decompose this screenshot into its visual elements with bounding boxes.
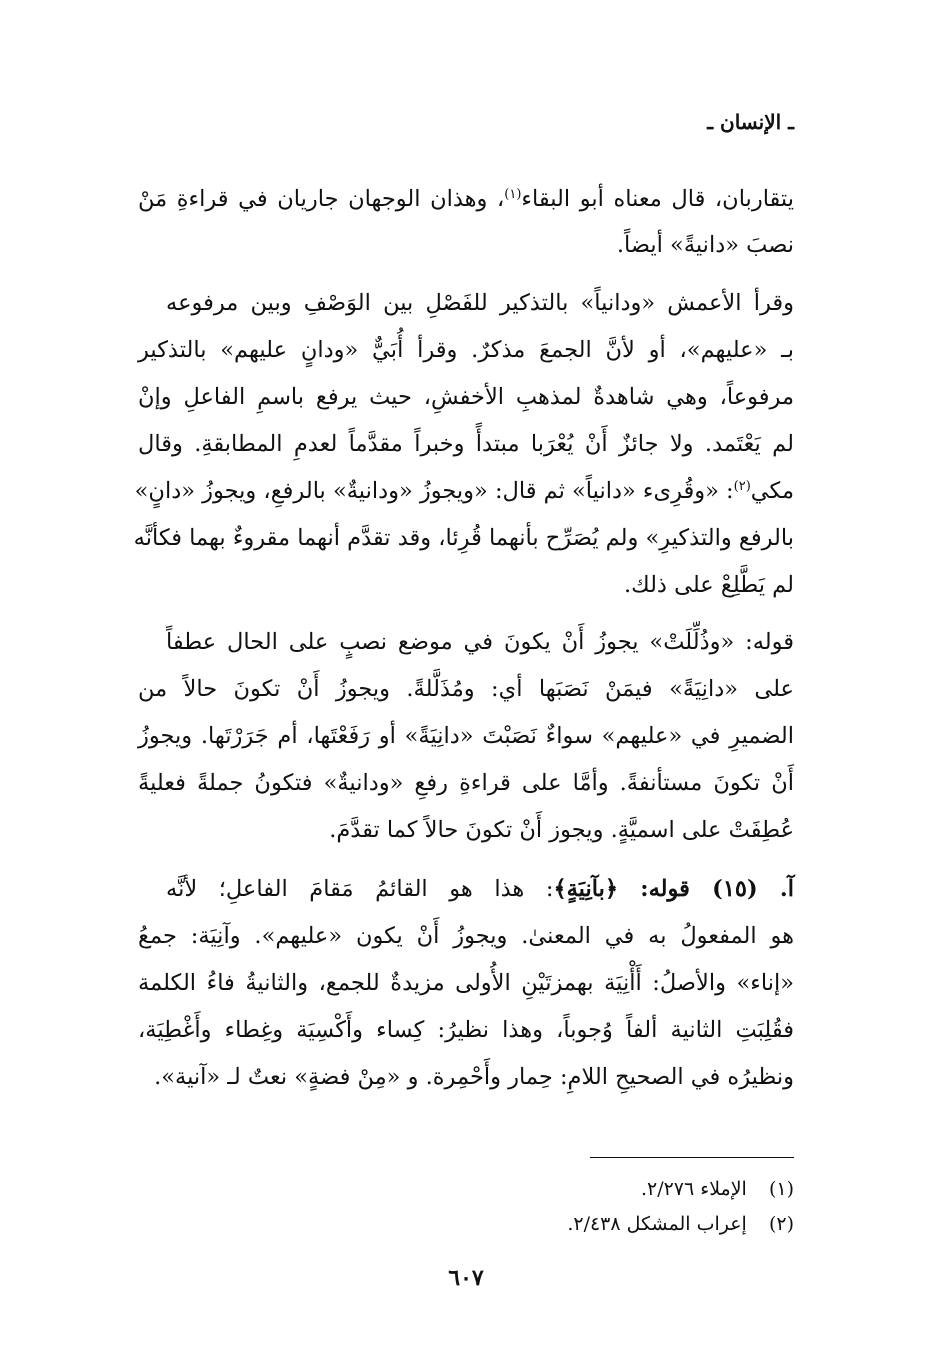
text-line: فقُلِبَتِ الثانية ألفاً وُجوباً، وهذا نظيرُ: كِساء وأَكْسِيَة وغِطاء وأَغْطِيَة،	[138, 1017, 794, 1043]
text-line: لم يَطَّلِعْ على ذلك.	[623, 572, 794, 598]
text-line: وقرأ الأعمش «ودانياً» بالتذكير للفَصْلِ بين الوَصْفِ وبين مرفوعه	[166, 290, 794, 316]
page-number: ٦٠٧	[448, 1265, 484, 1291]
footnote-number: (٢)	[768, 1213, 794, 1235]
text-line: قوله: «وذُلِّلَتْ» يجوزُ أَنْ يكونَ في موضع نصبٍ على الحال عطفاً	[166, 629, 794, 655]
text-line: نصبَ «دانيةً» أيضاً.	[616, 232, 794, 258]
text-line: عُطِفَتْ على اسميَّةٍ. ويجوز أَنْ تكونَ حالاً كما تقدَّمَ.	[329, 817, 794, 843]
text-segment: : هذا هو القائمُ مَقامَ الفاعلِ؛ لأنَّه	[166, 876, 554, 902]
running-head: ـ الإنسان ـ	[707, 110, 794, 134]
text-line	[138, 188, 794, 211]
text-segment: مكي	[750, 478, 794, 504]
footnote	[567, 1213, 794, 1235]
text-line: الضميرِ في «عليهم» سواءٌ نَصَبْتَ «دانِيَةً» أو رَفَعْتَها، أم جَرَرْتَها. ويجوزُ	[138, 723, 794, 749]
text-line: هو المفعولُ به في المعنىٰ. ويجوزُ أَنْ يكون «عليهم». وآنِيَة: جمعُ	[138, 923, 794, 949]
footnote-reference: (٢)	[733, 479, 751, 494]
text-line: «إناء» والأصلُ: أَأْنِيَة بهمزتَيْنِ الأُولى مزيدةٌ للجمع، والثانيةُ فاءُ الكلمة	[138, 970, 794, 996]
text-line: بالرفع والتذكيرِ» ولم يُصَرِّح بأنهما قُرِئا، وقد تقدَّم أنهما مقروءٌ بهما فكأنَّه	[133, 525, 794, 551]
text-segment: : «وقُرِىء «دانياً» ثم قال: «ويجوزُ «ودانيةٌ» بالرفعِ، ويجوزُ «دانٍ»	[134, 478, 734, 504]
text-line: لم يَعْتَمد. ولا جائزٌ أَنْ يُعْرَبا مبتدأً وخبراً مقدَّماً لعدمِ المطابقةِ. وقال	[138, 431, 794, 457]
text-line: ونظيرُه في الصحيحِ اللامِ: حِمار وأَحْمِرة. و «مِنْ فضةٍ» نعتٌ لـ «آنية».	[154, 1064, 794, 1090]
footnote-text: إعراب المشكل ٢/٤٣٨.	[567, 1213, 747, 1235]
text-segment: يتقاربان، قال معناه أبو البقاء	[521, 186, 794, 212]
footnote-number: (١)	[768, 1178, 794, 1200]
verse-heading: آ. (١٥) قوله: ﴿بآنِيَةٍ﴾	[553, 876, 794, 902]
footnote-reference: (١)	[504, 187, 522, 202]
text-line: أَنْ تكونَ مستأنفةً. وأمَّا على قراءةِ رفعِ «ودانيةٌ» فتكونُ جملةً فعليةً	[138, 770, 794, 796]
text-line	[166, 878, 794, 901]
footnote	[641, 1178, 794, 1200]
text-line: مرفوعاً، وهي شاهدةٌ لمذهبِ الأخفشِ، حيث يرفع باسمِ الفاعلِ وإنْ	[138, 384, 794, 410]
text-segment: ، وهذان الوجهان جاريان في قراءةِ مَنْ	[138, 186, 505, 212]
footnote-divider	[590, 1157, 794, 1158]
text-line	[134, 478, 794, 504]
footnote-text: الإملاء ٢/٢٧٦.	[640, 1178, 747, 1200]
text-line: بـ «عليهم»، أو لأنَّ الجمعَ مذكرٌ. وقرأ أُبَيٌّ «ودانٍ عليهم» بالتذكير	[138, 337, 794, 363]
text-line: على «دانِيَةً» فيمَنْ نَصَبَها أي: ومُذَلَّلةً. ويجوزُ أَنْ تكونَ حالاً من	[138, 676, 794, 702]
